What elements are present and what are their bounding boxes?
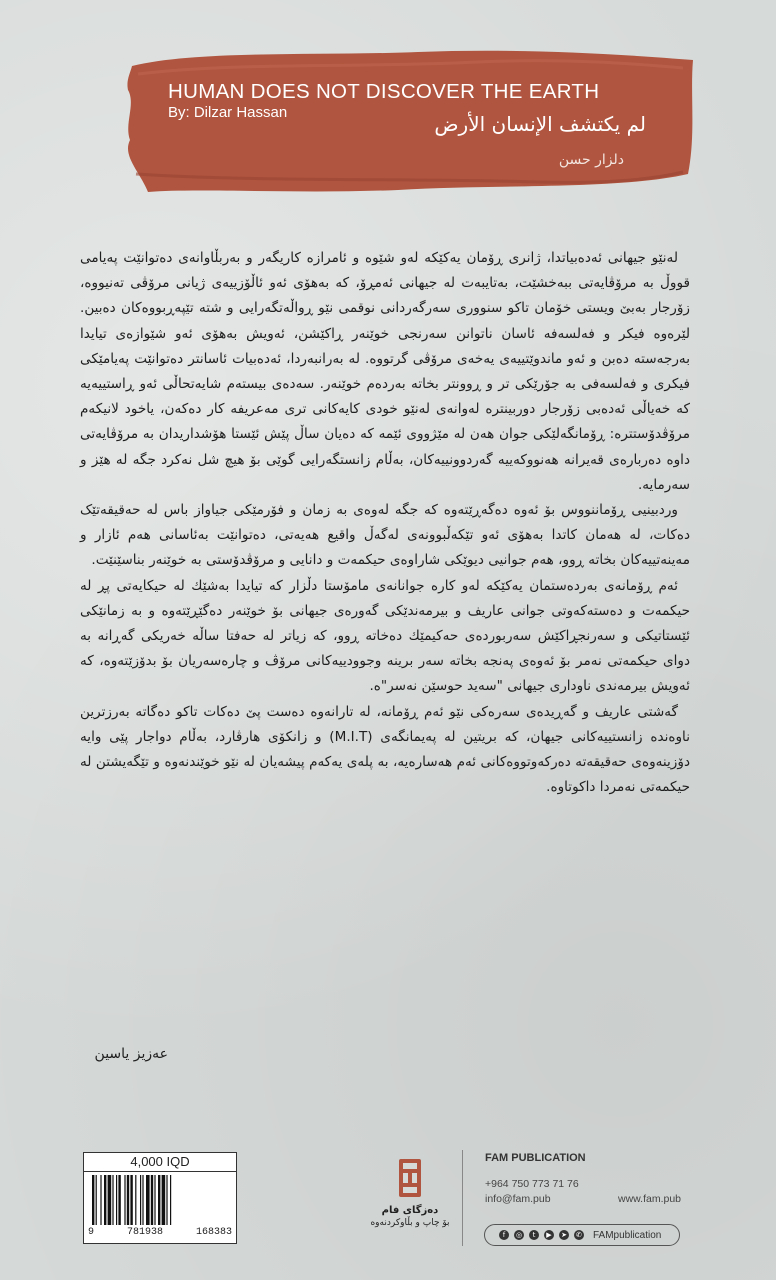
barcode-bar	[135, 1175, 136, 1225]
facebook-icon: f	[499, 1230, 509, 1240]
barcode-bar	[124, 1175, 125, 1225]
barcode-bar	[104, 1175, 106, 1225]
barcode-bar	[118, 1175, 120, 1225]
isbn-digit-group: 781938	[126, 1227, 163, 1238]
barcode-bar	[158, 1175, 160, 1225]
divider	[462, 1150, 463, 1246]
blurb-signature: عەزیز یاسین	[94, 1046, 168, 1062]
book-title-english: HUMAN DOES NOT DISCOVER THE EARTH	[168, 80, 600, 103]
barcode-bar	[170, 1175, 171, 1225]
barcode-bar	[127, 1175, 129, 1225]
barcode-bar	[146, 1175, 150, 1225]
barcode-bar	[92, 1175, 94, 1225]
barcode-box	[83, 1152, 237, 1244]
publisher-phone: +964 750 773 71 76	[485, 1178, 579, 1190]
barcode-bar	[100, 1175, 101, 1225]
social-handle: FAMpublication	[593, 1229, 662, 1241]
youtube-icon: ▶	[544, 1230, 554, 1240]
barcode-bar	[140, 1175, 141, 1225]
publisher-logo-icon	[398, 1158, 422, 1198]
barcode-bar	[142, 1175, 143, 1225]
price-label: 4,000 IQD	[84, 1153, 236, 1172]
barcode-bar	[96, 1175, 97, 1225]
publisher-website: www.fam.pub	[618, 1193, 682, 1205]
barcode-bars	[90, 1175, 230, 1225]
barcode-bar	[151, 1175, 153, 1225]
barcode-bar	[108, 1175, 112, 1225]
publisher-name-arabic	[362, 1204, 458, 1230]
instagram-icon: ◎	[515, 1231, 523, 1239]
blurb-text	[80, 246, 690, 800]
isbn-number	[88, 1227, 232, 1238]
author-english: By: Dilzar Hassan	[168, 104, 288, 121]
barcode-bar	[154, 1175, 155, 1225]
isbn-digit-group: 9	[88, 1227, 95, 1238]
publisher-email: info@fam.pub	[485, 1193, 551, 1205]
blurb-paragraph: ئەم ڕۆمانەی بەردەستمان یەکێکە لەو کارە جوانانەی مامۆستا دڵزار کە تیایدا بەشێك لە حیکایەتی پڕ لە حیکمەت و دەستەکەوتی جوانی عاریف و بیرمەندێکی گەورەی جیهانی بۆ خوێنەر دەگێڕێتەوە و بە زمانێکی ئێستاتیکی و سەرنجڕاکێش سەربوردەی حەکیمێك دەخاتە ڕوو، کە زیاتر لە حەفتا ساڵە خەریکی گەڕانە بە دوای حیکمەتی نەمر بۆ ئەوەی پەنجە بخاتە سەر برینە وجوودییەکانی مرۆڤ و چارەسەریان بۆ بدۆزێتەوە، کە ئەویش بیرمەندی ناوداری جیهانی "سەید حوسێن نەسر"ە.	[80, 577, 690, 695]
barcode-bar	[130, 1175, 132, 1225]
publisher-tagline: بۆ چاپ و بڵاوکردنەوە	[370, 1218, 450, 1228]
blurb-paragraph: لەنێو جیهانی ئەدەبیاتدا، ژانری ڕۆمان یەکێکە لەو شێوە و ئامرازە کاریگەر و بەربڵاوانەی دەتوانێت پەیامی قووڵ بە مرۆڤایەتی ببەخشێت، بەتایبەت لە جیهانی ئەمڕۆ، کە بەهۆی ئەو ئاڵۆزییەی ژیانی مرۆڤی تەنیووە، زۆرجار بەبێ ویستی خۆمان تاکو سنووری سەرگەردانی نوقمی نێو ڕواڵەتگەرایی و شتە تێپەڕبووەکان دەبین. لێرەوە فیکر و فەلسەفە ئاسان ناتوانن سەرنجی خوێنەر ڕاکێشن، ئەویش بەهۆی ئەو شێوازەی تیایدا بەرجەستە دەبن و ئەو ماندوێتییەی یەخەی مرۆڤی گرتووە. لە بەرانبەردا، ئەدەبیات ئاسانتر دەتوانێت پەیامێکی فیکری و فەلسەفی بە جۆرێکی تر و ڕوونتر بخاتە بەردەم خوێنەر. سەدەی بیستەم شایەتحاڵی ئەو ڕاستییەیە کە خەیاڵی ئەدەبی زۆرجار دوربینترە لەوانەی لەنێو خودی کایەکانی تری مەعریفە کار دەکەن، یاخود لانیکەم مرۆڤدۆستترە: ڕۆمانگەلێکی جوان هەن لە مێژووی ئێمە کە دەیان ساڵ پێش ئێستا هۆشداریدان بە مرۆڤایەتی داوە دەربارەی قەیرانە هەنووکەییە گەردوونییەکان، بەڵام زانستگەرایی گوێی بۆ هیچ شل نەکرد جگە لە هێز و سەرمایە.	[80, 250, 690, 493]
barcode-bar	[112, 1175, 113, 1225]
author-arabic: دلزار حسن	[558, 152, 624, 168]
isbn-digit-group: 168383	[195, 1227, 232, 1238]
blurb-paragraph: گەشتی عاریف و گەڕیدەی سەرەکی نێو ئەم ڕۆمانە، لە تارانەوە دەست پێ دەکات تاکو دەگاتە بەرزترین ناوەندە زانستییەکانی جیهان، کە بریتین لە پەیمانگەی (M.I.T) و زانکۆی هارڤارد، بەڵام دواجار پێی وایە دۆزینەوەی حەقیقەتە دەرکەوتووەکانی ئەم هەسارەیە، بە پلەی یەکەم پیشەیان لە نێو خوێندنەوە و تێگەیشتن لە حیکمەتی نەمردا داکوتاوە.	[80, 703, 690, 796]
social-media-bar	[484, 1224, 680, 1246]
telegram-icon: ➤	[559, 1230, 569, 1240]
book-title-arabic: لم يكتشف الإنسان الأرض	[434, 112, 646, 136]
publisher-name-line: دەزگای فام	[381, 1205, 439, 1216]
barcode-bar	[166, 1175, 167, 1225]
publisher-name: FAM PUBLICATION	[485, 1152, 586, 1164]
barcode-bar	[162, 1175, 166, 1225]
whatsapp-icon: ✆	[574, 1230, 584, 1240]
twitter-icon: t	[529, 1230, 539, 1240]
blurb-paragraph: وردبینیی ڕۆماننووس بۆ ئەوە دەگەڕێتەوە کە جگە لەوەی بە زمان و فۆرمێکی جیاواز باس لە حەقیقەتێک دەکات، لە هەمان کاتدا بەهۆی ئەو تێکەڵبوونەی لەگەڵ واقیع هەیەتی، دەتوانێت بەئاسانی هەم ئازار و مەینەتییەکان بخاتە ڕوو، هەم جوانیی دیوێکی شاراوەی حیکمەت و دانایی و مرۆڤدۆستی بە خوێنەر بناسێنێت.	[80, 502, 690, 569]
barcode-bar	[116, 1175, 117, 1225]
